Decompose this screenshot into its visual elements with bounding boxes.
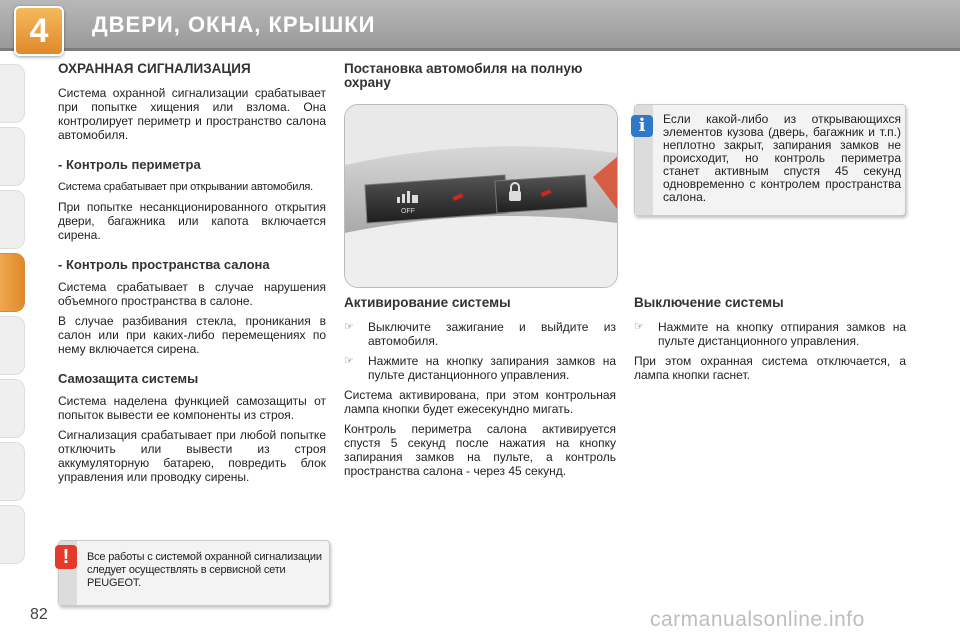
info-text: Если какой-либо из открывающихся элементов кузова (дверь, багажник и т.п.) неплотно закрыт, запирания замков не происходит, но контроль периметра станет активным спустя 45 секунд одновременно с контролем пространства салона. (663, 112, 901, 204)
interior-text-1: Система срабатывает в случае нарушения объемного пространства в салоне. (58, 280, 326, 308)
column-activation (344, 62, 616, 100)
deactivation-text: При этом охранная система отключается, а лампа кнопки гаснет. (634, 354, 906, 382)
side-tab-6[interactable] (0, 379, 25, 438)
side-tab-8[interactable] (0, 505, 25, 564)
heading-deactivation: Выключение системы (634, 295, 784, 310)
column-deactivation (634, 296, 906, 388)
info-icon: i (631, 115, 653, 137)
side-tab-3[interactable] (0, 190, 25, 249)
side-tab-7[interactable] (0, 442, 25, 501)
page-number: 82 (30, 606, 48, 623)
alarm-intro: Система охранной сигнализации срабатывает при попытке хищения или взлома. Она контролирует периметр и пространство салона автомобиля. (58, 86, 326, 142)
list-item: ☞ Нажмите на кнопку запирания замков на пульте дистанционного управления. (344, 354, 616, 382)
selfprotect-text-2: Сигнализация срабатывает при любой попытке отключить или вывести из строя аккумуляторную батарею, повредить блок управления или проводку сирены. (58, 428, 326, 484)
column-activation-body (344, 296, 616, 484)
pointing-hand-icon: ☞ (344, 355, 354, 367)
watermark: carmanualsonline.info (650, 608, 865, 631)
heading-activation: Активирование системы (344, 295, 511, 310)
warning-box (58, 540, 330, 606)
warning-text: Все работы с системой охранной сигнализации следует осуществлять в сервисной сети PEUGEOT. (87, 551, 322, 589)
activation-text-1: Система активирована, при этом контрольная лампа кнопки будет ежесекундно мигать. (344, 388, 616, 416)
side-tab-2[interactable] (0, 127, 25, 186)
column-alarm-overview (58, 62, 326, 490)
pointing-hand-icon: ☞ (344, 321, 354, 333)
heading-perimeter: - Контроль периметра (58, 157, 201, 172)
perimeter-text: При попытке несанкционированного открытия двери, багажника или капота включается сирена. (58, 200, 326, 242)
chapter-side-tabs (0, 64, 30, 568)
side-tab-5[interactable] (0, 316, 25, 375)
side-tab-1[interactable] (0, 64, 25, 123)
heading-interior: - Контроль пространства салона (58, 257, 270, 272)
list-item: ☞ Выключите зажигание и выйдите из автомобиля. (344, 320, 616, 348)
selfprotect-text-1: Система наделена функцией самозащиты от попыток вывести ее компоненты из строя. (58, 394, 326, 422)
chapter-number-badge: 4 (14, 6, 64, 56)
info-box (634, 104, 906, 216)
perimeter-note: Система срабатывает при открывании автомобиля. (58, 181, 314, 193)
list-item: ☞ Нажмите на кнопку отпирания замков на пульте дистанционного управления. (634, 320, 906, 348)
pointing-hand-icon: ☞ (634, 321, 644, 333)
off-label: OFF (401, 208, 415, 215)
chapter-header (0, 0, 960, 51)
section-title-alarm: ОХРАННАЯ СИГНАЛИЗАЦИЯ (58, 61, 251, 76)
interior-text-2: В случае разбивания стекла, проникания в салон или при каких-либо перемещениях по нему включается сирена. (58, 314, 326, 356)
dashboard-illustration (345, 105, 617, 287)
chapter-title: ДВЕРИ, ОКНА, КРЫШКИ (92, 12, 376, 37)
section-title-full-protection: Постановка автомобиля на полную охрану (344, 61, 583, 90)
heading-self-protection: Самозащита системы (58, 371, 199, 386)
dashboard-button-photo (344, 104, 618, 288)
warning-icon: ! (55, 545, 77, 569)
activation-text-2: Контроль периметра салона активируется спустя 5 секунд после нажатия на кнопку запирания замков на пульте, а контроль пространства салона - через 45 секунд. (344, 422, 616, 478)
side-tab-4-active[interactable] (0, 253, 25, 312)
